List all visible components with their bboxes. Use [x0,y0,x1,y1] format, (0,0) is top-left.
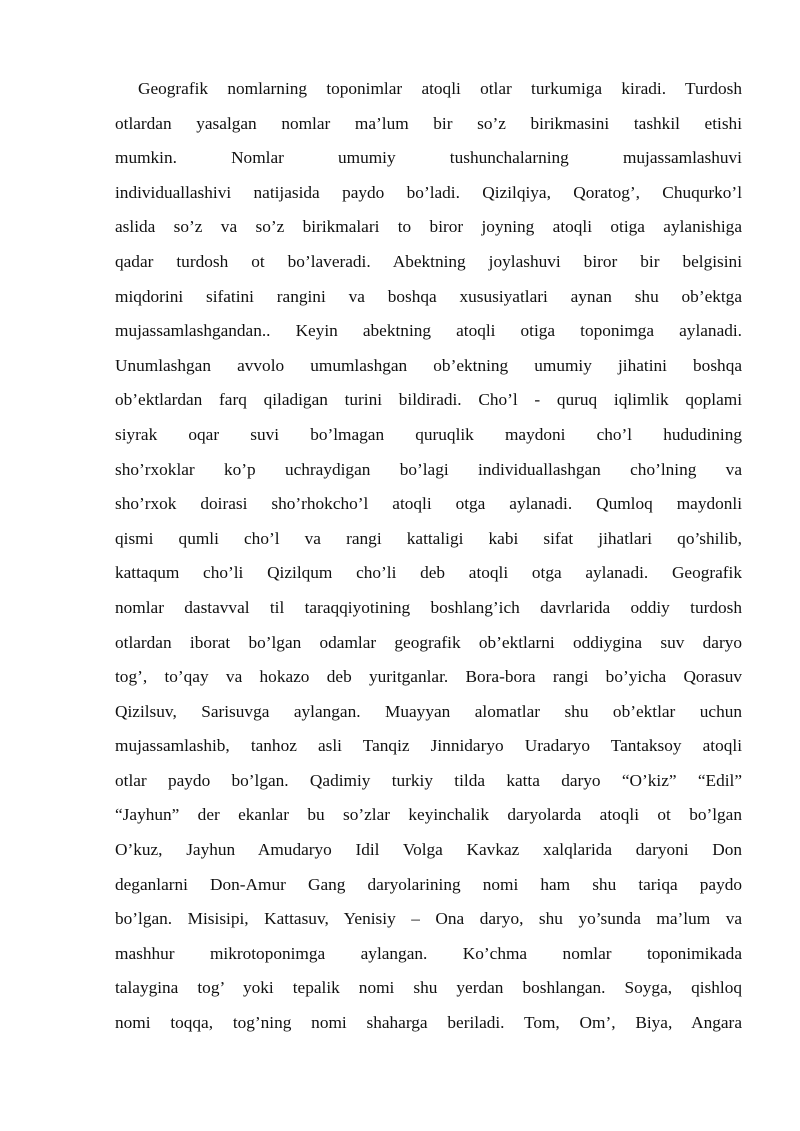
paragraph-line: talaygina tog’ yoki tepalik nomi shu yerdan boshlangan. Soyga, qishloq [115,978,742,998]
paragraph-line: “Jayhun” der ekanlar bu so’zlar keyinchalik daryolarda atoqli ot bo’lgan [115,805,742,825]
paragraph-line: mujassamlashgandan.. Keyin abektning atoqli otiga toponimga aylanadi. [115,321,742,341]
paragraph-line: Geografik nomlarning toponimlar atoqli otlar turkumiga kiradi. Turdosh [138,79,742,98]
paragraph-line: Unumlashgan avvolo umumlashgan ob’ektning umumiy jihatini boshqa [115,355,742,375]
paragraph-line: nomlar dastavval til taraqqiyotining boshlang’ich davrlarida oddiy turdosh [115,597,742,617]
paragraph-line: qismi qumli cho’l va rangi kattaligi kabi sifat jihatlari qo’shilib, [115,528,742,548]
paragraph-line: individuallashivi natijasida paydo bo’ladi. Qizilqiya, Qoratog’, Chuqurko’l [115,182,742,202]
paragraph-line: otlar paydo bo’lgan. Qadimiy turkiy tilda katta daryo “O’kiz” “Edil” [115,770,742,790]
paragraph-line: otlardan yasalgan nomlar ma’lum bir so’z birikmasini tashkil etishi [115,113,742,133]
paragraph-line: Qizilsuv, Sarisuvga aylangan. Muayyan alomatlar shu ob’ektlar uchun [115,701,742,721]
document-body [115,76,742,1045]
paragraph-line: siyrak oqar suvi bo’lmagan quruqlik maydoni cho’l hududining [115,424,742,444]
paragraph-line: nomi toqqa, tog’ning nomi shaharga beriladi. Tom, Om’, Biya, Angara [115,1013,742,1033]
paragraph-line: ob’ektlardan farq qiladigan turini bildiradi. Cho’l - quruq iqlimlik qoplami [115,390,742,410]
paragraph-line: sho’rxok doirasi sho’rhokcho’l atoqli otga aylanadi. Qumloq maydonli [115,494,742,514]
paragraph-line: mumkin. Nomlar umumiy tushunchalarning mujassamlashuvi [115,148,742,168]
paragraph-line: bo’lgan. Misisipi, Kattasuv, Yenisiy – Ona daryo, shu yo’sunda ma’lum va [115,909,742,929]
paragraph-line: mashhur mikrotoponimga aylangan. Ko’chma nomlar toponimikada [115,943,742,963]
paragraph-line: tog’, to’qay va hokazo deb yuritganlar. Bora-bora rangi bo’yicha Qorasuv [115,667,742,687]
paragraph-line: miqdorini sifatini rangini va boshqa xususiyatlari aynan shu ob’ektga [115,286,742,306]
paragraph-line: qadar turdosh ot bo’laveradi. Abektning joylashuvi biror bir belgisini [115,251,742,271]
paragraph-line: kattaqum cho’li Qizilqum cho’li deb atoqli otga aylanadi. Geografik [115,563,742,583]
paragraph-line: aslida so’z va so’z birikmalari to biror joyning atoqli otiga aylanishiga [115,217,742,237]
paragraph-line: deganlarni Don-Amur Gang daryolarining nomi ham shu tariqa paydo [115,874,742,894]
paragraph-line: O’kuz, Jayhun Amudaryo Idil Volga Kavkaz xalqlarida daryoni Don [115,840,742,860]
paragraph-line: mujassamlashib, tanhoz asli Tanqiz Jinnidaryo Uradaryo Tantaksoy atoqli [115,736,742,756]
paragraph-line: sho’rxoklar ko’p uchraydigan bo’lagi individuallashgan cho’lning va [115,459,742,479]
paragraph-line: otlardan iborat bo’lgan odamlar geografik ob’ektlarni oddiygina suv daryo [115,632,742,652]
